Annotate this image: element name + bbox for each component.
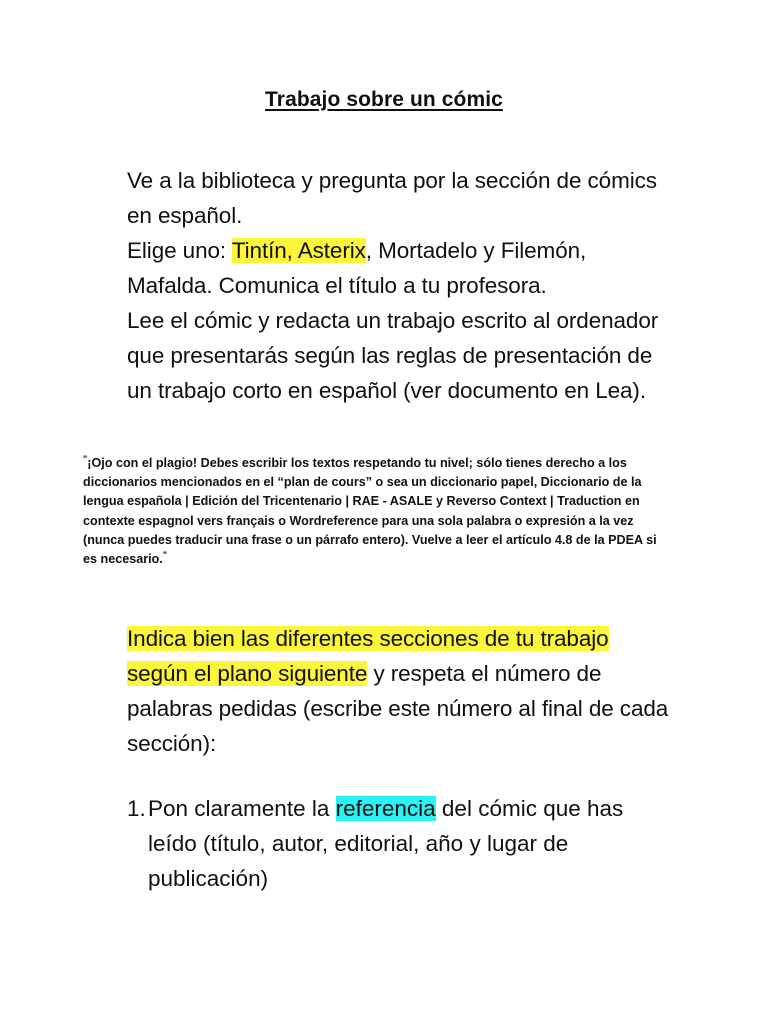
comic-options-highlight: Tintín, Asterix	[231, 238, 366, 263]
list-item-line-3: publicación)	[148, 866, 269, 891]
note-line-1	[83, 454, 683, 473]
intro-line-1: Ve a la biblioteca y pregunta por la sección de cómics	[127, 168, 657, 193]
list-item	[127, 791, 707, 896]
note-line-1-text: ¡Ojo con el plagio! Debes escribir los textos respetando tu nivel; sólo tienes derecho a los	[87, 456, 627, 470]
note-line-6-text: es necesario.	[83, 552, 163, 567]
note-line-4: contexte espagnol vers français o Wordreference para una sola palabra o expresión a la vez	[83, 513, 634, 528]
note-close-mark: "	[162, 549, 168, 560]
list-item-suffix: del cómic que has	[435, 796, 624, 821]
intro-line-5: Lee el cómic y redacta un trabajo escrito al ordenador	[127, 308, 659, 333]
intro-line-3-prefix: Elige uno:	[127, 238, 232, 263]
list-item-number: 1.	[127, 796, 146, 821]
intro-line-2: en español.	[127, 203, 243, 228]
instructions-line-2	[127, 656, 697, 691]
intro-line-3-suffix: , Mortadelo y Filemón,	[365, 238, 587, 263]
instructions-line-4: sección):	[127, 731, 217, 756]
intro-line-4: Mafalda. Comunica el título a tu profesora.	[127, 273, 547, 298]
note-open-mark: "	[83, 453, 88, 464]
intro-line-3	[127, 233, 697, 268]
instructions-line-3: palabras pedidas (escribe este número al final de cada	[127, 696, 669, 721]
plagiarism-note	[83, 454, 683, 569]
list-item-line-2: leído (título, autor, editorial, año y lugar de	[148, 831, 569, 856]
intro-line-6: que presentarás según las reglas de presentación de	[127, 343, 653, 368]
note-line-3: lengua española | Edición del Tricentenario | RAE - ASALE y Reverso Context | Traduction en	[83, 494, 640, 509]
instructions-paragraph	[127, 621, 697, 761]
sections-list	[127, 791, 707, 896]
intro-line-7: un trabajo corto en español (ver documento en Lea).	[127, 378, 646, 403]
list-item-prefix: Pon claramente la	[148, 796, 336, 821]
sections-highlight-2: según el plano siguiente	[127, 661, 368, 686]
instructions-line-2-suffix: y respeta el número de	[367, 661, 602, 686]
intro-paragraph	[127, 163, 697, 408]
reference-highlight: referencia	[335, 796, 436, 821]
list-item-line-1	[148, 791, 707, 826]
instructions-line-1	[127, 621, 697, 656]
document-title: Trabajo sobre un cómic	[265, 88, 503, 111]
note-line-5: (nunca puedes traducir una frase o un párrafo entero). Vuelve a leer el artículo 4.8 de la PDEA si	[83, 532, 657, 547]
sections-highlight-1: Indica bien las diferentes secciones de tu trabajo	[127, 626, 609, 651]
note-line-6	[83, 550, 683, 569]
note-line-2: diccionarios mencionados en el “plan de cours” o sea un diccionario papel, Diccionario de la	[83, 475, 642, 490]
